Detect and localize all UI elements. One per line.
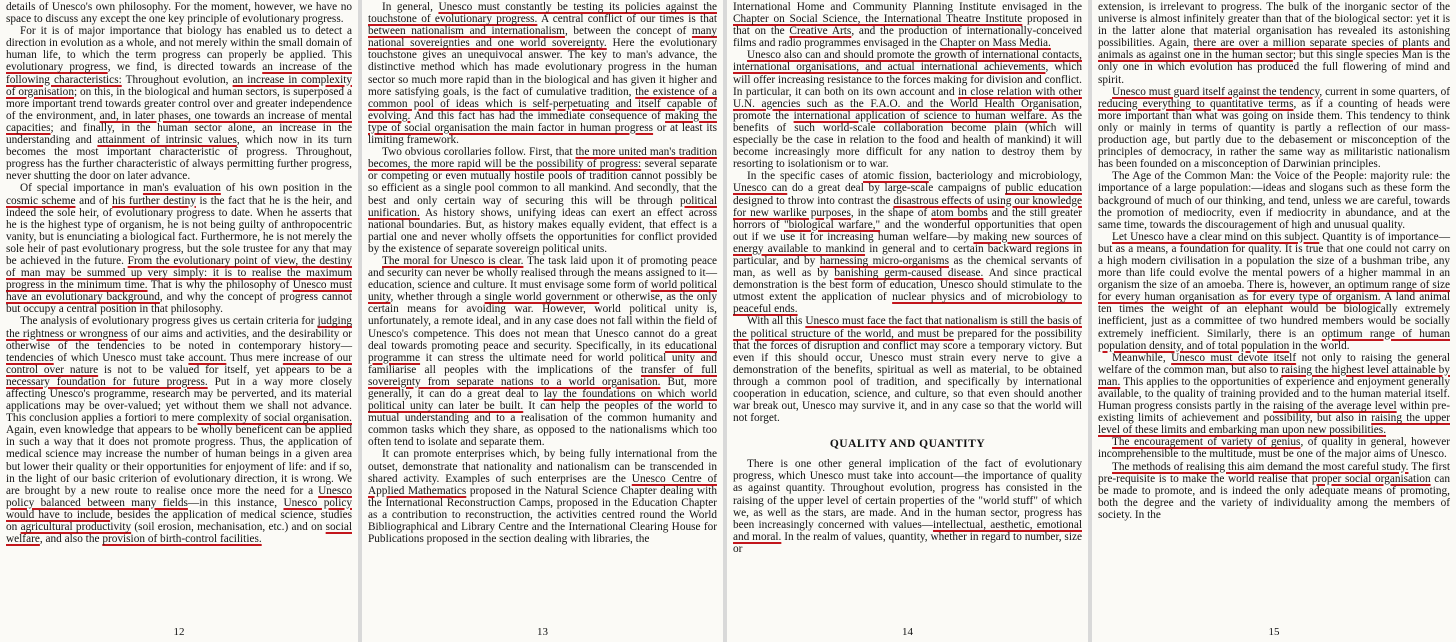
paragraph: In the specific cases of atomic fission, bacteriology and microbiology, Unesco can do a great deal by large-scale campaigns of public education designed to throw into contrast the disastrous effects of using our knowledge for new warlike purposes, in the shape of atom bombs and the still greater horrors of "biological warfare," and the wonderful opportunities that open out if we use it for increasing human welfare—by making new sources of energy available to mankind in general and to certain backward regions in particular, and by harnessing micro-organisms as the chemical servants of man, as well as by banishing germ-caused disease. And since practical demonstration is the best form of education, Unesco should stimulate to the utmost extent the application of nuclear physics and of microbiology to peaceful ends. — [733, 170, 1083, 316]
paragraph: There is one other general implication of the fact of evolutionary progress, which Unesco must take into account—the importance of quality as against quantity. Throughout evolution, progress has consisted in the raising of the upper level of certain properties of the "world stuff" of which we, as well as the stars, are made. And in the human sector, progress has been increasingly concerned with values—intellectual, aesthetic, emotional and moral. In the realm of values, quantity, whether in regard to number, size or — [733, 458, 1082, 555]
underlined-passage: making new sources of energy available to mankind — [733, 230, 1083, 255]
underlined-passage: Chapter on Mass Media. — [939, 37, 1051, 50]
underlined-passage: there are over a million separate species of plants and animals as against one in the human sector — [1098, 37, 1450, 62]
underlined-passage: cosmic scheme — [6, 194, 76, 207]
underlined-passage: nuclear physics and of microbiology to peaceful ends. — [733, 291, 1082, 316]
paragraph: The moral for Unesco is clear. The task laid upon it of promoting peace and security can never be wholly realised through the means assigned to it—education, science and culture. It must envisage some form of world political unity, whether through a single world government or otherwise, as the only certain means for avoiding war. However, world political unity is, unfortunately, a remote ideal, and in any case does not fall within the field of Unesco's competence. This does not mean that Unesco cannot do a great deal towards promoting peace and security. Specifically, in its educational programme it can stress the ultimate need for world political unity and familiarise all peoples with the implications of the transfer of full sovereignty from separate nations to a world organisation. But, more generally, it can do a great deal to lay the foundations on which world political unity can later be built. It can help the peoples of the world to mutual understanding and to a realisation of the common humanity and common tasks which they share, as opposed to the nationalisms which too often tend to isolate and separate them. — [368, 254, 718, 449]
paragraph: Of special importance in man's evaluation of his own position in the cosmic scheme and of his further destiny is the fact that he is the heir, and indeed the sole heir, of evolutionary progress to date. When he asserts that he is the highest type of organism, he is not being guilty of anthropocentric vanity, but is enunciating a biological fact. Furthermore, he is not merely the sole heir of past evolutionary progress, but the sole trustee for any that may be achieved in the future. From the evolutionary point of view, the destiny of man may be summed up very simply: it is to realise the maximum progress in the minimum time. That is why the philosophy of Unesco must have an evolutionary background, and why the concept of progress cannot but occupy a central position in that philosophy. — [6, 182, 353, 316]
underlined-passage: between nationalism and internationalism — [368, 25, 565, 38]
page-13 — [362, 0, 723, 642]
underlined-passage: disastrous effects of using our knowledge for new warlike purposes — [733, 194, 1082, 219]
paragraph: The Age of the Common Man: the Voice of the People: majority rule: the importance of a large population:—ideas and slogans such as these form the background of much of our thinking, and tend, unless we are careful, towards the promotion of mediocrity, even if mediocrity in abundance, and at the same time, towards the discouragement of high and unusual quality. — [1098, 170, 1450, 231]
underlined-passage: an increase of the following characteristics: — [6, 61, 352, 86]
page-number: 13 — [537, 626, 548, 638]
paragraph: In general, Unesco must constantly be testing its policies against the touchstone of evolutionary progress. A central conflict of our times is that between nationalism and internationalism, between the concept of many national sovereignties and one world sovereignty. Here the evolutionary touchstone gives an unequivocal answer. The key to man's advance, the distinctive method which has made evolutionary progress in the human sector so much more rapid than in the biological and has given it higher and more satisfying goals, is the fact of cumulative tradition, the existence of a common pool of ideas which is self-perpetuating and itself capable of evolving. And this fact has had the immediate consequence of making the type of social organisation the main factor in human progress or at least its limiting framework. — [368, 1, 718, 147]
underlined-passage: Let Unesco have a clear mind on this subject. — [1112, 230, 1320, 243]
paragraph: International Home and Community Planning Institute envisaged in the Chapter on Social Science, the International Theatre Institute proposed in that on the Creative Arts, and the production of internationally-conceived films and radio programmes envisaged in the Chapter on Mass Media. — [733, 1, 1082, 50]
paragraph: It can promote enterprises which, by being fully international from the outset, demonstrate that nationality and nationalism can be transcended in shared activity. Examples of such enterprises are the Unesco Centre of Applied Mathematics proposed in the Natural Science Chapter dealing with the International Reconstruction Camps, proposed in the Education Chapter as a contribution to reconstruction, the activities centred round the World Bibliographical and Library Centre and the International Clearing House for Publications proposed in the section dealing with libraries, the — [368, 448, 717, 546]
underlined-passage: Creative Arts — [789, 25, 852, 38]
underlined-passage: public education — [1005, 182, 1082, 195]
paragraph: The encouragement of variety of genius, of quality in general, however incomprehensible to the multitude, must be one of the major aims of Unesco. — [1098, 436, 1450, 461]
underlined-passage: intellectual, aesthetic, emotional and moral. — [733, 518, 1082, 543]
underlined-passage: man's evaluation — [142, 182, 221, 195]
page-number: 15 — [1268, 626, 1280, 638]
underlined-passage: political unification. — [368, 194, 717, 219]
underlined-passage: his further destiny — [112, 194, 196, 207]
underlined-passage: banishing germ-caused disease. — [834, 267, 984, 280]
underlined-passage: the more united man's tradition becomes, the more rapid will be the possibility of progress: — [368, 146, 717, 171]
underlined-passage: raising the upper level of these limits and embarking man upon new possibilities. — [1098, 412, 1450, 437]
underlined-passage: Unesco must devote itself — [1171, 351, 1297, 364]
underlined-passage: single world government — [484, 291, 600, 304]
paragraph: details of Unesco's own philosophy. For the moment, however, we have no space to discuss any except the one key principle of evolutionary progress. — [6, 1, 352, 26]
underlined-passage: raising the highest level attainable by man. — [1098, 363, 1450, 388]
page-12 — [0, 0, 358, 642]
underlined-passage: educational programme — [368, 339, 717, 364]
underlined-passage: proper social organisation — [1311, 472, 1431, 485]
underlined-passage: Unesco must have an evolutionary background — [6, 279, 352, 304]
underlined-passage: Unesco must guard itself against the tendency — [1112, 85, 1320, 98]
underlined-passage: account. — [188, 351, 227, 364]
underlined-passage: the existence of a common pool of ideas which is self-perpetuating and itself capable of evolving. — [368, 85, 717, 122]
underlined-passage: Chapter on Social Science, the International Theatre Institute — [733, 13, 1023, 26]
paragraph: Unesco must guard itself against the tendency, current in some quarters, of reducing everything to quantitative terms, as if a counting of heads were more important than what was going on inside them. This tendency to think only or mainly in terms of quantity is partly a reflection of our mass-production age, but partly due to the debasement or misconception of the principles of democracy, in rather the same way as militaristic nationalism has been founded on a misconception of Darwinian principles. — [1098, 85, 1450, 171]
underlined-passage: provision of birth-control facilities. — [102, 533, 262, 546]
paragraph: For it is of major importance that biology has enabled us to detect a direction in evolution as a whole, and not merely within the small domain of human life, to which the term progress can properly be applied. This evolutionary progress, we find, is directed towards an increase of the following characteristics: Throughout evolution, an increase in complexity of organisation; on this, in the biological and human sectors, is superposed a more important trend towards greater control over and greater independence of the environment, and, in later phases, one towards an increase of mental capacities; and finally, in the human sector alone, an increase in the understanding and attainment of intrinsic values, which now in its turn becomes the most important characteristic of progress. Throughout, progress has the further characteristic of always permitting further progress, never shutting the door on later advance. — [6, 25, 352, 183]
underlined-passage: Unesco also can and should promote the growth of international contacts, international organisations, and actual international achievements — [733, 49, 1082, 74]
underlined-passage: world political unity — [368, 279, 717, 304]
underlined-passage: raising of the average level — [1273, 400, 1397, 413]
underlined-passage: From the evolutionary point of view, the destiny of man may be summed up very simply: it is to realise the maximum progress in the minimum time. — [6, 254, 353, 292]
underlined-passage: "biological warfare," — [783, 218, 881, 231]
paragraph: With all this Unesco must face the fact that nationalism is still the basis of the political structure of the world, and must be prepared for the possibility that the forces of disruption and conflict may score a temporary victory. But even if this should occur, Unesco must strain every nerve to give a demonstration of the benefits, spiritual as well as material, to be obtained through a common pool of tradition, and specifically by international cooperation in education, science, and culture, so that even should another war break out, Unesco may survive it, and in any case so that the world will not forget. — [733, 315, 1082, 425]
underlined-passage: Unesco can — [733, 182, 788, 195]
underlined-passage: many national sovereignties and one world sovereignty. — [368, 25, 717, 50]
underlined-passage: attainment of intrinsic values — [97, 134, 237, 147]
underlined-passage: Unesco Centre of Applied Mathematics — [368, 472, 717, 497]
paragraph: Meanwhile, Unesco must devote itself not only to raising the general welfare of the common man, but also to raising the highest level attainable by man. This applies to the opportunities of experience and enjoyment generally available, to the quality of training provided and to the human material itself. Human progress consists partly in the raising of the average level within pre-existing limits of achievement and possibility, but also in raising the upper level of these limits and embarking man upon new possibilities. — [1098, 351, 1451, 437]
underlined-passage: complexity of social organisation. — [197, 412, 352, 425]
underlined-passage: increase of our control over nature — [6, 351, 352, 376]
underlined-passage: lay the foundations on which world political unity can later be built. — [368, 388, 717, 413]
paragraph: Let Unesco have a clear mind on this subject. Quantity is of importance—but as a means, a foundation for quality. It is true that one could not carry on a high modern civilisation in a population the size of a bushman tribe, any more than life could evolve the mental powers of a higher mammal in an organism the size of an amoeba. There is, however, an optimum range of size for every human organisation as for every type of organism. A land animal ten times the weight of an elephant would be biologically extremely inefficient, just as a committee of two hundred members would be socially extremely inefficient. Similarly, there is an optimum range of human population density, and of total population in the world. — [1098, 230, 1451, 352]
underlined-passage: Unesco policy would have to include — [6, 496, 352, 521]
paragraph: Two obvious corollaries follow. First, that the more united man's tradition becomes, the more rapid will be the possibility of progress: several separate or competing or even mutually hostile pools of tradition cannot possibly be so efficient as a single pool common to all mankind. And secondly, that the best and only certain way of securing this will be through political unification. As history shows, unifying ideas can exert an effect across national boundaries. But, as history makes equally evident, that effect is a partial one and never wholly offsets the opportunities for conflict provided by the existence of separate sovereign political units. — [368, 146, 717, 255]
underlined-passage: atomic fission — [863, 170, 929, 183]
underlined-passage: harnessing micro-organisms — [819, 254, 949, 267]
page-number: 14 — [902, 626, 913, 638]
underlined-passage: Unesco must face the fact that nationalism is still the basis of the political structure of the world, and must be — [733, 315, 1082, 340]
underlined-passage: judging the rightness or wrongness — [6, 315, 352, 340]
underlined-passage: social welfare — [6, 521, 352, 546]
page-body — [733, 1, 1082, 555]
underlined-passage: tendencies — [6, 351, 54, 364]
paragraph: Unesco also can and should promote the growth of international contacts, international organisations, and actual international achievements, which will offer increasing resistance to the forces making for division and conflict. In particular, it can both on its own account and in close relation with other U.N. agencies such as the F.A.O. and the World Health Organisation, promote the international application of science to human welfare. As the benefits of such world-scale collaboration become plain (which will especially be the case in relation to the food and health of mankind) it will become increasingly more difficult for any nation to destroy them by resorting to isolationism or to war. — [733, 49, 1082, 171]
paragraph: The methods of realising this aim demand the most careful study. The first pre-requisite is to make the world realise that proper social organisation can be made to promote, and is indeed the only adequate means of promoting, both the degree and the variety of individuality among the members of society. In the — [1098, 460, 1450, 521]
page-body — [368, 1, 717, 545]
underlined-passage: an increase in complexity of organisation — [6, 73, 352, 98]
underlined-passage: international application of science to human welfare. — [793, 109, 1048, 122]
underlined-passage: Unesco policy balanced between many fields — [6, 484, 352, 509]
underlined-passage: making the type of social organisation the main factor in human progress — [368, 109, 717, 134]
paragraph: extension, is irrelevant to progress. The bulk of the inorganic sector of the universe is almost infinitely greater than that of the biological sector: yet it is in the latter alone that material organisation has revealed its astonishing possibilities. Again, there are over a million separate species of plants and animals as against one in the human sector; but this single species Man is the only one in which evolution has produced the full flowering of mind and spirit. — [1098, 1, 1450, 86]
underlined-passage: atom bombs — [931, 206, 988, 219]
underlined-passage: evolutionary progress — [6, 61, 108, 74]
page-body — [6, 1, 352, 545]
underlined-passage: optimum range of human population density, and of total population — [1098, 327, 1451, 352]
underlined-passage: reducing everything to quantitative terms — [1098, 97, 1294, 110]
page-body — [1098, 1, 1450, 521]
underlined-passage: transfer of full sovereignty from separate nations to a world organisation. — [368, 363, 717, 388]
underlined-passage: The encouragement of variety of genius — [1112, 436, 1301, 449]
page-15 — [1092, 0, 1456, 642]
underlined-passage: agricultural productivity — [20, 521, 132, 534]
underlined-passage: The moral for Unesco is clear. — [382, 254, 524, 267]
section-heading: QUALITY AND QUANTITY — [829, 438, 986, 451]
page-number: 12 — [173, 626, 185, 638]
page-14 — [727, 0, 1088, 642]
underlined-passage: There is, however, an optimum range of size for every human organisation as for every type of organism. — [1098, 279, 1450, 304]
underlined-passage: The methods of realising this aim demand the most careful study. — [1112, 460, 1409, 473]
paragraph: The analysis of evolutionary progress gives us certain criteria for judging the rightness or wrongness of our aims and activities, and the desirability or otherwise of the tendencies to be noted in contemporary history—tendencies of which Unesco must take account. Thus mere increase of our control over nature is not to be valued for itself, yet appears to be a necessary foundation for future progress. Put in a way more closely affecting Unesco's programme, research may be perverted, and its material applications may be over-valued; yet without them we shall not advance. This conclusion applies a fortiori to mere complexity of social organisation. Again, even knowledge that appears to be wholly beneficent can be applied in such a way that it does not promote progress. Thus, the application of medical science may increase the number of human beings in a given area but lower their quality or their opportunities for enjoyment of life: and if so, in the light of our basic criterion of evolutionary direction, it is wrong. We are brought by a new route to realise once more the need for a Unesco policy balanced between many fields—in this instance, Unesco policy would have to include, besides the application of medical science, studies on agricultural productivity (soil erosion, mechanisation, etc.) and on social welfare, and also the provision of birth-control facilities. — [6, 315, 353, 546]
underlined-passage: in close relation with other U.N. agencies such as the F.A.O. and the World Health Organisation — [733, 85, 1082, 110]
underlined-passage: Unesco must constantly be testing its policies against the touchstone of evolutionary progress. — [368, 1, 718, 26]
underlined-passage: and, in later phases, one towards an increase of mental capacities — [6, 109, 352, 134]
underlined-passage: necessary foundation for future progress. — [6, 375, 208, 388]
